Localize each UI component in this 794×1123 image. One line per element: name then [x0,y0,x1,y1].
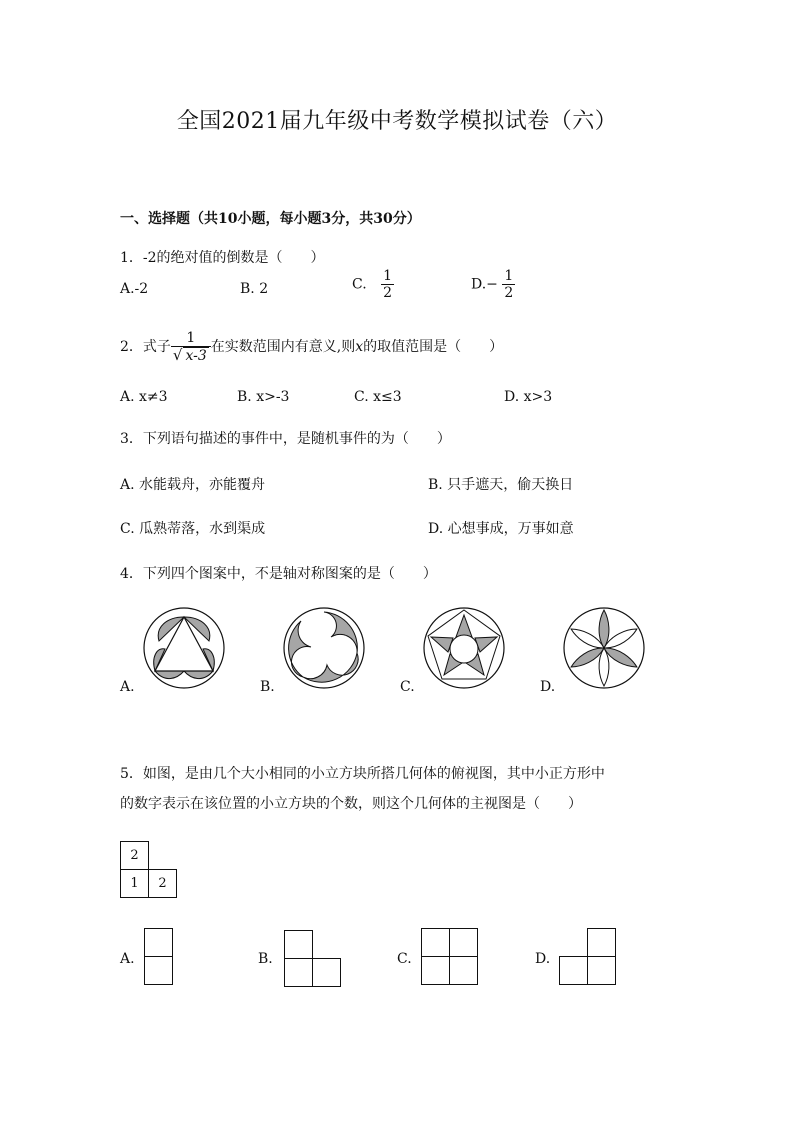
variable: x [355,339,364,356]
front-view-a [144,928,174,986]
stem-middle: 在实数范围内有意义,则 [210,339,356,356]
figure-d-flower-circle [563,607,645,689]
question-3-option-b[interactable]: B. 只手遮天，偷天换日 [428,477,574,493]
sqrt-icon: √ [172,346,183,365]
question-2-option-c[interactable]: C. x≤3 [354,389,402,405]
question-2-option-a[interactable]: A. x≠3 [120,389,168,405]
question-3-option-d[interactable]: D. 心想事成，万事如意 [428,521,574,537]
question-4-stem: 4．下列四个图案中，不是轴对称图案的是（ ） [120,566,437,582]
question-4-option-d[interactable]: D. [540,679,556,695]
question-1-option-b[interactable]: B. 2 [240,281,269,297]
question-3-option-a[interactable]: A. 水能载舟，亦能覆舟 [120,477,266,493]
question-4-option-c[interactable]: C. [400,679,415,695]
fraction-denominator [171,346,211,364]
question-5-option-b[interactable]: B. [258,951,273,967]
option-label: C. [352,276,367,293]
stem-suffix: 的取值范围是（ ） [363,339,504,356]
fraction [381,268,394,301]
question-4-option-b[interactable]: B. [260,679,275,695]
question-3-option-c[interactable]: C. 瓜熟蒂落，水到渠成 [120,521,266,537]
front-view-d [559,928,617,986]
fraction-numerator: 1 [186,330,196,346]
page-title: 全国2021届九年级中考数学模拟试卷（六） [176,109,618,134]
figure-a-triangle-circle [143,607,225,689]
question-5-option-d[interactable]: D. [535,951,551,967]
fraction-numerator: 1 [383,268,393,284]
fraction-numerator: 1 [504,268,514,284]
fraction [502,268,515,301]
question-5-option-a[interactable]: A. [120,951,135,967]
question-2-option-b[interactable]: B. x>-3 [237,389,290,405]
question-2-option-d[interactable]: D. x>3 [504,389,553,405]
grid-cell: 2 [148,869,177,898]
radicand: x-3 [185,348,207,365]
figure-c-star-circle [423,607,505,689]
front-view-b [284,930,342,988]
question-2-stem [120,330,503,364]
question-1-option-a[interactable]: A.-2 [120,281,149,297]
question-1-stem: 1．-2的绝对值的倒数是（ ） [120,250,325,266]
fraction-denominator: 2 [504,285,514,302]
grid-cell: 2 [120,841,149,870]
question-4-option-a[interactable]: A. [120,679,135,695]
fraction-denominator: 2 [383,285,393,302]
grid-cell: 1 [120,869,149,898]
question-5-stem-line-2: 的数字表示在该位置的小立方块的个数，则这个几何体的主视图是（ ） [120,796,582,812]
question-1-option-c[interactable] [352,268,394,301]
expression-fraction [171,330,211,364]
question-5-option-c[interactable]: C. [397,951,412,967]
question-3-stem: 3．下列语句描述的事件中，是随机事件的为（ ） [120,431,451,447]
section-heading: 一、选择题（共10小题，每小题3分，共30分） [120,211,421,227]
question-5-stem-line-1: 5．如图，是由几个大小相同的小立方块所搭几何体的俯视图，其中小正方形中 [120,766,605,782]
stem-prefix: 2．式子 [120,339,171,356]
front-view-c [421,928,479,986]
question-1-option-d[interactable] [471,268,515,301]
figure-b-swirl-circle [283,607,365,689]
option-label: D.− [471,276,498,293]
